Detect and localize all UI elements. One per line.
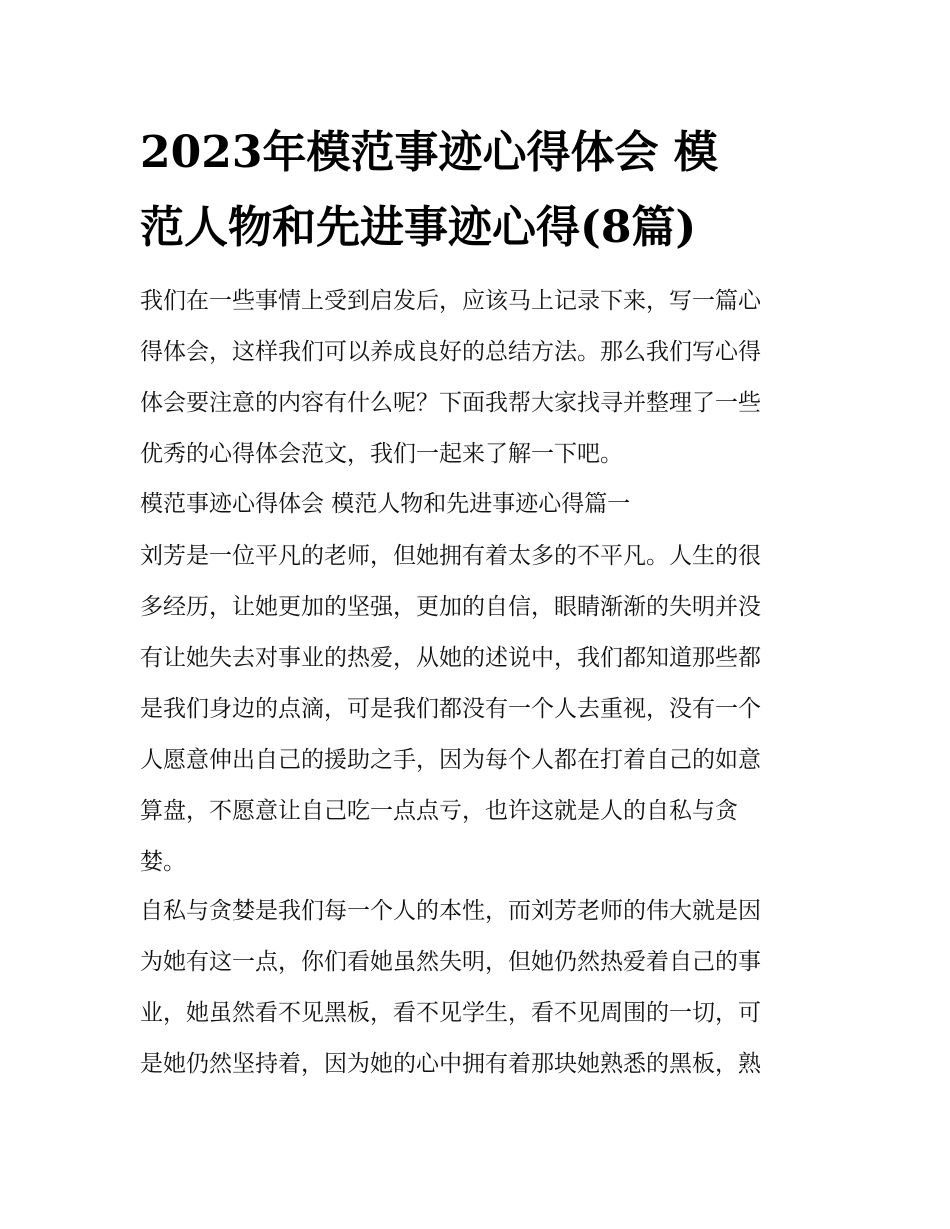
- text-line: 自私与贪婪是我们每一个人的本性，而刘芳老师的伟大就是因: [140, 898, 761, 924]
- section-heading: [140, 479, 820, 529]
- intro-paragraph: [140, 276, 820, 480]
- text-line: 我们在一些事情上受到启发后，应该马上记录下来，写一篇心: [140, 288, 761, 314]
- text-line: 为她有这一点，你们看她虽然失明，但她仍然热爱着自己的事: [140, 949, 761, 975]
- text-line: 人愿意伸出自己的援助之手，因为每个人都在打着自己的如意: [140, 747, 761, 773]
- text-line: 婪。: [140, 849, 186, 875]
- text-line: 业，她虽然看不见黑板，看不见学生，看不见周围的一切，可: [140, 1000, 761, 1026]
- text-line: 是她仍然坚持着，因为她的心中拥有着那块她熟悉的黑板，熟: [140, 1051, 761, 1077]
- text-line: 算盘，不愿意让自己吃一点点亏，也许这就是人的自私与贪: [140, 798, 738, 824]
- text-line: 有让她失去对事业的热爱，从她的述说中，我们都知道那些都: [140, 645, 761, 671]
- text-line: 得体会，这样我们可以养成良好的总结方法。那么我们写心得: [140, 339, 761, 365]
- body-paragraph-2: [140, 886, 820, 1090]
- document-title: [140, 115, 830, 265]
- text-line: 体会要注意的内容有什么呢？下面我帮大家找寻并整理了一些: [140, 390, 761, 416]
- body-paragraph-1: [140, 531, 820, 888]
- text-line: 刘芳是一位平凡的老师，但她拥有着太多的不平凡。人生的很: [140, 543, 761, 569]
- section-heading-text: 模范事迹心得体会 模范人物和先进事迹心得篇一: [140, 491, 631, 517]
- title-line: 2023年模范事迹心得体会 模: [140, 127, 718, 178]
- title-line: 范人物和先进事迹心得(8篇): [140, 202, 697, 253]
- text-line: 多经历，让她更加的坚强，更加的自信，眼睛渐渐的失明并没: [140, 594, 761, 620]
- text-line: 优秀的心得体会范文，我们一起来了解一下吧。: [140, 441, 623, 467]
- text-line: 是我们身边的点滴，可是我们都没有一个人去重视，没有一个: [140, 696, 761, 722]
